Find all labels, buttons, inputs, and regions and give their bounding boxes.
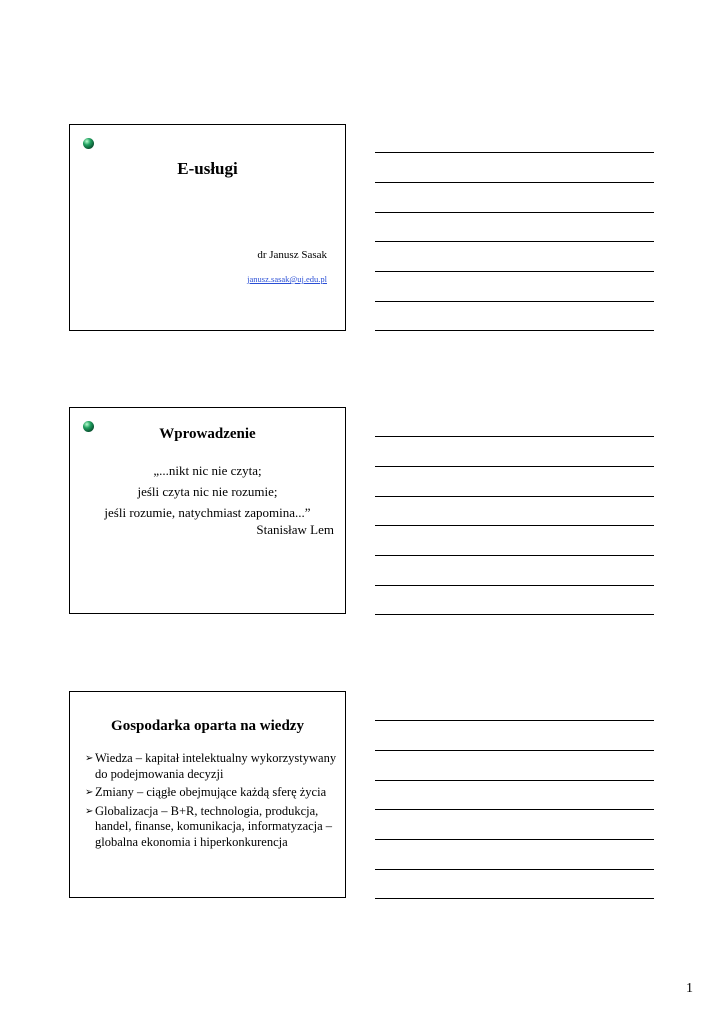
note-line bbox=[375, 809, 654, 810]
bullet-list bbox=[85, 751, 339, 853]
slide-title: Wprowadzenie bbox=[159, 426, 256, 442]
note-line bbox=[375, 525, 654, 526]
bullet-item: ➢ Globalizacja – B+R, technologia, produkcja, handel, finanse, komunikacja, informatyzacja – globalna ekonomia i hiperkonkurencja bbox=[85, 804, 339, 851]
note-line bbox=[375, 869, 654, 870]
quote-line: jeśli czyta nic nie rozumie; bbox=[137, 484, 278, 499]
quote-line: jeśli rozumie, natychmiast zapomina...” bbox=[104, 505, 311, 520]
note-line bbox=[375, 271, 654, 272]
note-line bbox=[375, 436, 654, 437]
slide-1 bbox=[69, 124, 346, 331]
note-line bbox=[375, 301, 654, 302]
note-line bbox=[375, 585, 654, 586]
note-line bbox=[375, 720, 654, 721]
quote bbox=[80, 460, 335, 523]
note-line bbox=[375, 152, 654, 153]
slide-3 bbox=[69, 691, 346, 898]
slide-2 bbox=[69, 407, 346, 614]
bullet-item: ➢ Wiedza – kapitał intelektualny wykorzystywany do podejmowania decyzji bbox=[85, 751, 339, 782]
note-line bbox=[375, 212, 654, 213]
globe-icon bbox=[83, 138, 94, 149]
slide-title: E-usługi bbox=[177, 159, 238, 178]
note-line bbox=[375, 780, 654, 781]
quote-author: Stanisław Lem bbox=[256, 522, 334, 537]
note-line bbox=[375, 496, 654, 497]
author-name: dr Janusz Sasak bbox=[257, 249, 327, 261]
note-line bbox=[375, 330, 654, 331]
email-link[interactable]: janusz.sasak@uj.edu.pl bbox=[247, 274, 327, 284]
bullet-item: ➢ Zmiany – ciągłe obejmujące każdą sferę życia bbox=[85, 785, 339, 801]
note-line bbox=[375, 750, 654, 751]
note-line bbox=[375, 898, 654, 899]
quote-line: „...nikt nic nie czyta; bbox=[153, 463, 262, 478]
note-line bbox=[375, 241, 654, 242]
note-line bbox=[375, 555, 654, 556]
note-line bbox=[375, 839, 654, 840]
page-number: 1 bbox=[686, 981, 693, 996]
note-line bbox=[375, 182, 654, 183]
note-line bbox=[375, 466, 654, 467]
note-line bbox=[375, 614, 654, 615]
slide-title: Gospodarka oparta na wiedzy bbox=[111, 718, 304, 734]
